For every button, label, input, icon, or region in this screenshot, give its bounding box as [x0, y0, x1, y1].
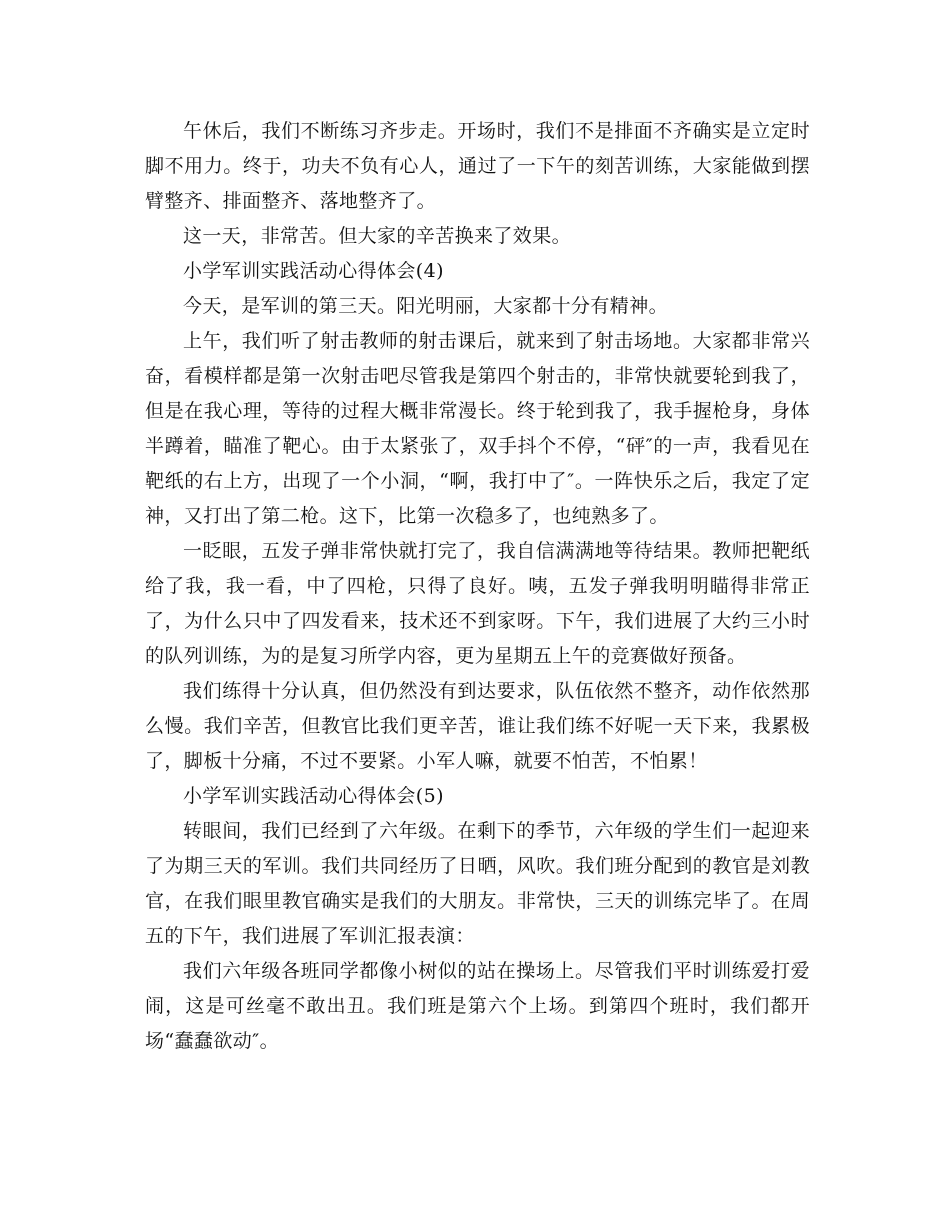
section-heading: 小学军训实践活动心得体会(5) — [183, 785, 444, 807]
paragraph: 这一天，非常苦。但大家的辛苦换来了效果。 — [183, 225, 572, 247]
paragraph: 一眨眼，五发子弹非常快就打完了，我自信满满地等待结果。教师把靶纸给了我，我一看，中了四枪，只得了良好。咦，五发子弹我明明瞄得非常正了，为什么只中了四发看来，技术还不到家呀。下午，我们进展了大约三小时的队列训练，为的是复习所学内容，更为星期五上午的竞赛做好预备。 — [145, 540, 810, 667]
section-heading: 小学军训实践活动心得体会(4) — [183, 260, 444, 282]
paragraph: 午休后，我们不断练习齐步走。开场时，我们不是排面不齐确实是立定时脚不用力。终于，功夫不负有心人，通过了一下午的刻苦训练，大家能做到摆臂整齐、排面整齐、落地整齐了。 — [145, 120, 810, 212]
paragraph: 今天，是军训的第三天。阳光明丽，大家都十分有精神。 — [183, 295, 669, 317]
paragraph: 上午，我们听了射击教师的射击课后，就来到了射击场地。大家都非常兴奋，看模样都是第一次射击吧尽管我是第四个射击的，非常快就要轮到我了，但是在我心理，等待的过程大概非常漫长。终于轮到我了，我手握枪身，身体半蹲着，瞄准了靶心。由于太紧张了，双手抖个不停，“砰″的一声，我看见在靶纸的右上方，出现了一个小洞，“啊，我打中了″。一阵快乐之后，我定了定神，又打出了第二枪。这下，比第一次稳多了，也纯熟多了。 — [145, 330, 810, 527]
paragraph: 转眼间，我们已经到了六年级。在剩下的季节，六年级的学生们一起迎来了为期三天的军训。我们共同经历了日晒，风吹。我们班分配到的教官是刘教官，在我们眼里教官确实是我们的大朋友。非常快，三天的训练完毕了。在周五的下午，我们进展了军训汇报表演： — [145, 820, 810, 947]
paragraph: 我们练得十分认真，但仍然没有到达要求，队伍依然不整齐，动作依然那么慢。我们辛苦，但教官比我们更辛苦，谁让我们练不好呢一天下来，我累极了，脚板十分痛，不过不要紧。小军人嘛，就要不怕苦，不怕累！ — [145, 680, 810, 772]
paragraph: 我们六年级各班同学都像小树似的站在操场上。尽管我们平时训练爱打爱闹，这是可丝毫不敢出丑。我们班是第六个上场。到第四个班时，我们都开场“蠢蠢欲动″。 — [145, 960, 810, 1052]
document-body — [145, 114, 810, 1059]
